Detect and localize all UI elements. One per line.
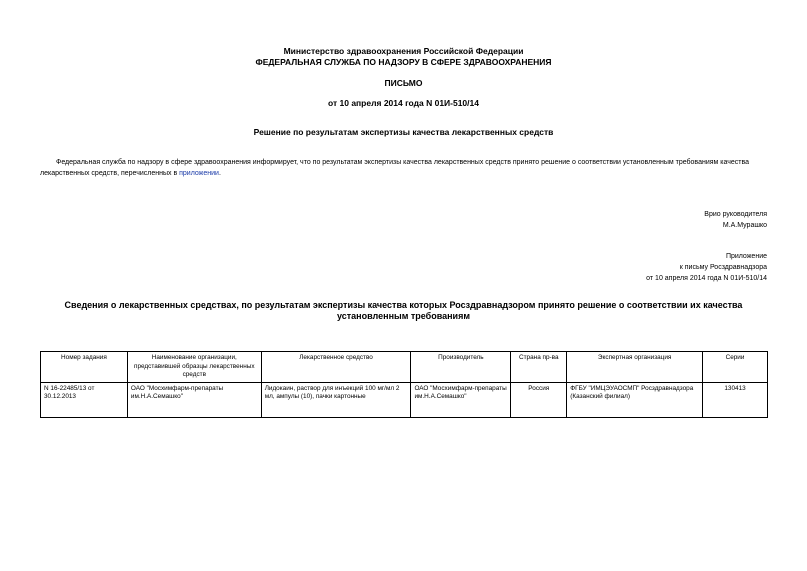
column-header: Страна пр-ва bbox=[511, 352, 567, 383]
series-cell: 130413 bbox=[703, 382, 768, 417]
column-header: Наименование организации, представившей образцы лекарственных средств bbox=[127, 352, 261, 383]
task-number-cell: N 16-22485/13 от 30.12.2013 bbox=[41, 382, 128, 417]
country-cell: Россия bbox=[511, 382, 567, 417]
body-text-before: Федеральная служба по надзору в сфере здравоохранения информирует, что по результатам экспертизы качества лекарственных средств принято решение о соответствии установленным требованиям качества лекарственных средств, перечисленных в bbox=[40, 159, 750, 177]
expert-org-cell: ФГБУ "ИМЦЭУАОСМП" Росздравнадзора (Казанский филиал) bbox=[567, 382, 703, 417]
manufacturer-cell: ОАО "Мосхимфарм-препараты им.Н.А.Семашко" bbox=[411, 382, 511, 417]
appendix-line-1: Приложение bbox=[725, 253, 767, 260]
body-text-after: . bbox=[218, 170, 221, 177]
column-header: Производитель bbox=[411, 352, 511, 383]
column-header: Серии bbox=[703, 352, 768, 383]
table-row bbox=[41, 382, 768, 417]
appendix-line-3: от 10 апреля 2014 года N 01И-510/14 bbox=[646, 275, 767, 282]
signature-name: М.А.Мурашко bbox=[722, 222, 767, 229]
document-subject: Решение по результатам экспертизы качества лекарственных средств bbox=[253, 127, 554, 137]
column-header: Экспертная организация bbox=[567, 352, 703, 383]
body-paragraph bbox=[40, 157, 768, 179]
organization-cell: ОАО "Мосхимфарм-препараты им.Н.А.Семашко" bbox=[127, 382, 261, 417]
table-title: Сведения о лекарственных средствах, по результатам экспертизы качества которых Росздравнадзором принято решение о соответствии их качества установленным требованиям bbox=[64, 300, 743, 321]
signature-position: Врио руководителя bbox=[704, 211, 767, 218]
drug-cell: Лидокаин, раствор для инъекций 100 мг/мл 2 мл, ампулы (10), пачки картонные bbox=[261, 382, 411, 417]
signature-block bbox=[704, 209, 767, 231]
ministry-name: Министерство здравоохранения Российской Федерации bbox=[283, 46, 524, 56]
document-date: от 10 апреля 2014 года N 01И-510/14 bbox=[328, 98, 479, 108]
drug-table bbox=[40, 351, 768, 418]
service-name: ФЕДЕРАЛЬНАЯ СЛУЖБА ПО НАДЗОРУ В СФЕРЕ ЗДРАВООХРАНЕНИЯ bbox=[255, 57, 552, 67]
document-type: ПИСЬМО bbox=[384, 78, 423, 88]
column-header: Лекарственное средство bbox=[261, 352, 411, 383]
appendix-link[interactable]: приложении bbox=[179, 170, 219, 177]
appendix-line-2: к письму Росздравнадзора bbox=[679, 264, 767, 271]
table-header-row bbox=[41, 352, 768, 383]
column-header: Номер задания bbox=[41, 352, 128, 383]
appendix-block bbox=[646, 251, 767, 284]
